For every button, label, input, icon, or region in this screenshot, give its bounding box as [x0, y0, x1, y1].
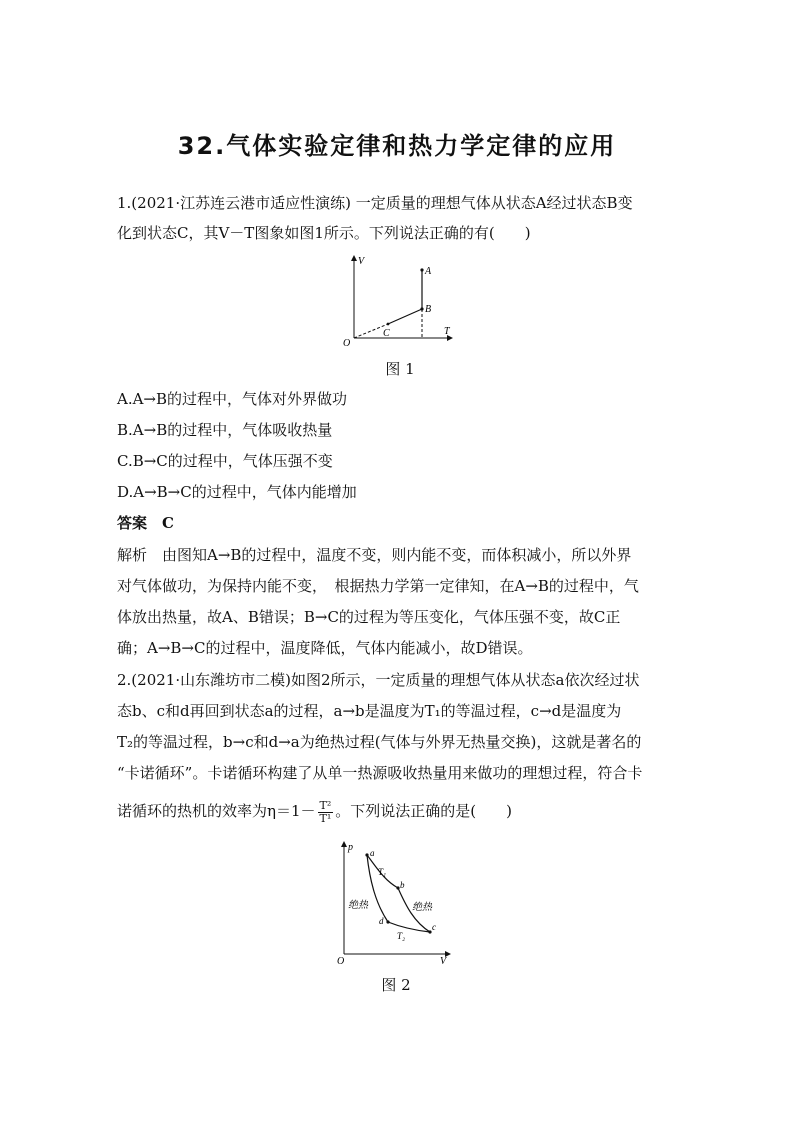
fig2-label-d: d [379, 916, 384, 926]
line-c-to-b [388, 309, 422, 324]
fig2-label-c: c [432, 922, 436, 932]
q2-stem-line2: 态b、c和d再回到状态a的过程，a→b是温度为T₁的等温过程，c→d是温度为 [117, 702, 622, 720]
q2-stem-line1: 2.(2021·山东潍坊市二模)如图2所示，一定质量的理想气体从状态a依次经过状 [117, 671, 640, 689]
q2-efficiency-prefix: 诺循环的热机的效率为η＝1－ [117, 802, 316, 820]
fraction-numerator: T² [319, 798, 332, 812]
fraction-denominator: T¹ [319, 811, 332, 825]
fig2-axis-v: V [440, 956, 447, 966]
fig1-axis-v: V [358, 256, 365, 267]
fig2-axis-p: p [348, 842, 353, 853]
fig2-label-adiabatic-left: 绝热 [348, 900, 368, 911]
fig1-label-b: B [425, 304, 432, 315]
figure-1-vt-graph [340, 252, 460, 352]
fig1-label-c: C [383, 328, 390, 339]
q2-efficiency-suffix: 。下列说法正确的是( ) [335, 802, 513, 820]
fig2-origin: O [337, 956, 345, 966]
q1-analysis-line3: 体放出热量，故A、B错误；B→C的过程为等压变化，气体压强不变，故C正 [117, 608, 621, 626]
q1-option-d: D.A→B→C的过程中，气体内能增加 [117, 483, 357, 501]
fig2-label-adiabatic-right: 绝热 [412, 902, 432, 913]
q2-stem-line3: T₂的等温过程，b→c和d→a为绝热过程(气体与外界无热量交换)，这就是著名的 [117, 733, 642, 751]
q1-option-c: C.B→C的过程中，气体压强不变 [117, 452, 333, 470]
figure-2-pv-graph [334, 838, 454, 966]
fig2-label-b: b [400, 880, 405, 890]
q2-stem-line4: “卡诺循环”。卡诺循环构建了从单一热源吸收热量用来做功的理想过程，符合卡 [117, 764, 643, 782]
q1-stem-line2: 化到状态C，其V－T图象如图1所示。下列说法正确的有( ) [117, 224, 531, 242]
figure-1-caption: 图 1 [385, 360, 415, 378]
efficiency-fraction [318, 800, 334, 825]
fig2-label-t1: T₁ [378, 867, 387, 877]
q1-analysis-line1: 解析 由图知A→B的过程中，温度不变，则内能不变，而体积减小，所以外界 [117, 546, 632, 564]
fig1-axis-t: T [444, 326, 450, 337]
q1-stem-line1: 1.(2021·江苏连云港市适应性演练) 一定质量的理想气体从状态A经过状态B变 [117, 194, 633, 212]
fig1-label-a: A [425, 266, 432, 277]
figure-2-caption: 图 2 [381, 976, 411, 994]
fig1-origin: O [343, 338, 351, 349]
q2-stem-line5 [117, 796, 679, 826]
fig2-label-a: a [370, 848, 375, 858]
adiabat-d-to-a [367, 855, 388, 922]
q1-analysis-line2: 对气体做功，为保持内能不变， 根据热力学第一定律知，在A→B的过程中，气 [117, 577, 639, 595]
q1-option-b: B.A→B的过程中，气体吸收热量 [117, 421, 333, 439]
fig2-label-t2: T₂ [397, 931, 406, 941]
page-title: 32.气体实验定律和热力学定律的应用 [177, 132, 617, 160]
q1-answer: 答案 C [117, 514, 174, 532]
q1-analysis-line4: 确；A→B→C的过程中，温度降低，气体内能减小，故D错误。 [117, 639, 533, 657]
q1-option-a: A.A→B的过程中，气体对外界做功 [117, 390, 348, 408]
